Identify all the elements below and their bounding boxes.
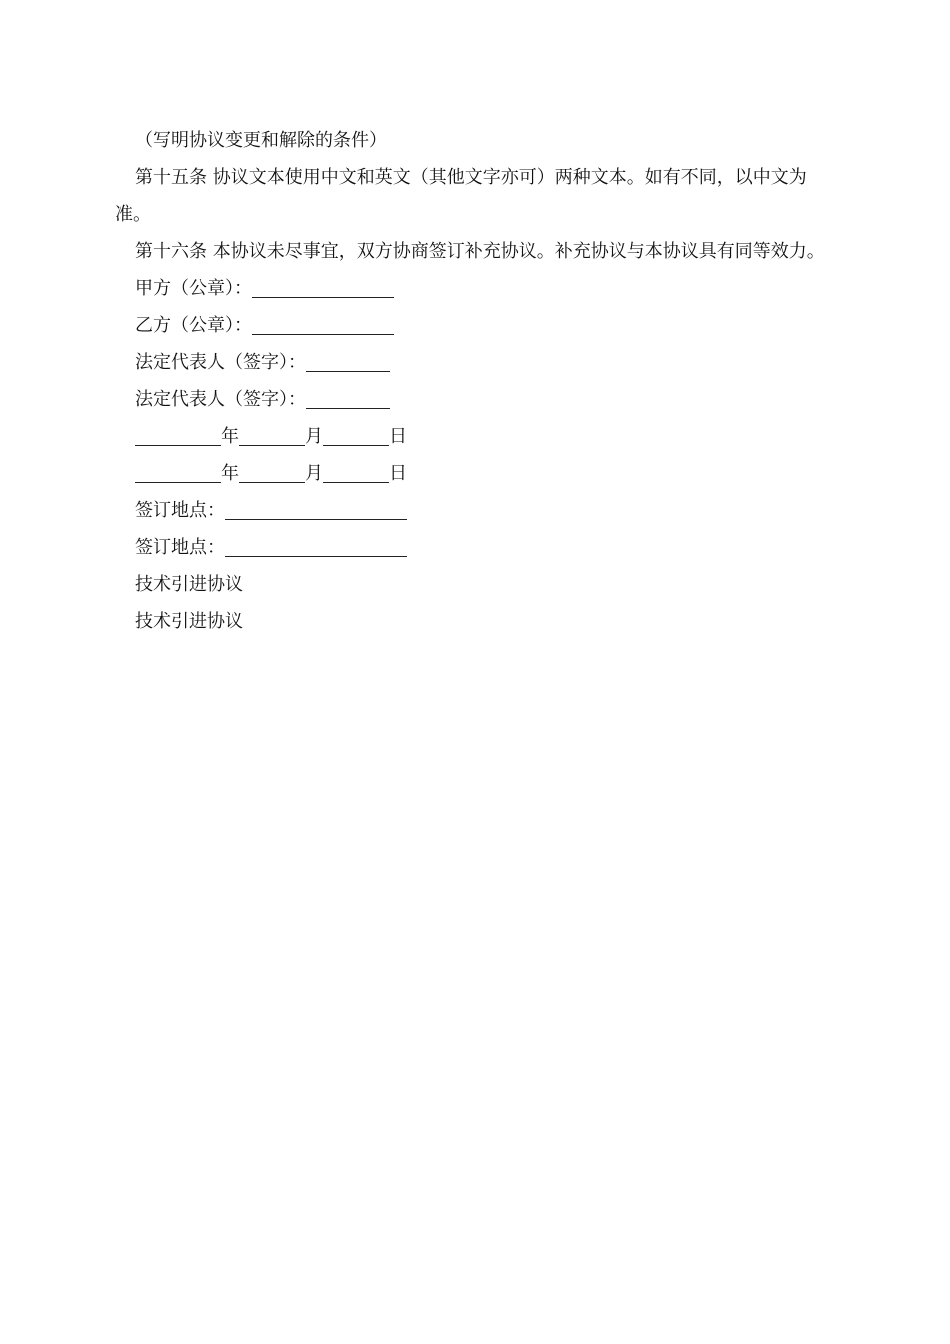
day-label-2: 日 xyxy=(389,463,407,484)
date-line-2 xyxy=(115,455,835,492)
legal-rep-signature-blank-1 xyxy=(306,349,390,372)
party-a-seal-line xyxy=(115,270,835,307)
signing-place-line-1 xyxy=(115,492,835,529)
footer-title-2: 技术引进协议 xyxy=(135,611,243,632)
article-15: 第十五条 协议文本使用中文和英文（其他文字亦可）两种文本。如有不同，以中文为准。 xyxy=(115,167,807,225)
day-blank-2 xyxy=(323,460,389,483)
signing-place-label-1: 签订地点： xyxy=(135,500,225,521)
month-label-2: 月 xyxy=(305,463,323,484)
signing-place-blank-1 xyxy=(225,497,407,520)
signing-place-line-2 xyxy=(115,529,835,566)
party-b-seal-blank xyxy=(252,312,394,335)
year-blank-1 xyxy=(135,423,221,446)
day-label-1: 日 xyxy=(389,426,407,447)
date-line-1 xyxy=(115,418,835,455)
party-a-seal-blank xyxy=(252,275,394,298)
party-a-label: 甲方（公章）： xyxy=(135,278,252,299)
legal-rep-label-1: 法定代表人（签字）： xyxy=(135,352,306,373)
legal-rep-label-2: 法定代表人（签字）： xyxy=(135,389,306,410)
year-label-1: 年 xyxy=(221,426,239,447)
signing-place-blank-2 xyxy=(225,534,407,557)
party-b-label: 乙方（公章）： xyxy=(135,315,252,336)
signing-place-label-2: 签订地点： xyxy=(135,537,225,558)
year-label-2: 年 xyxy=(221,463,239,484)
footer-title-1: 技术引进协议 xyxy=(135,574,243,595)
month-blank-2 xyxy=(239,460,305,483)
document-body xyxy=(115,122,835,640)
conditions-note: （写明协议变更和解除的条件） xyxy=(135,130,387,151)
month-blank-1 xyxy=(239,423,305,446)
month-label-1: 月 xyxy=(305,426,323,447)
legal-rep-line-1 xyxy=(115,344,835,381)
legal-rep-line-2 xyxy=(115,381,835,418)
legal-rep-signature-blank-2 xyxy=(306,386,390,409)
year-blank-2 xyxy=(135,460,221,483)
article-16: 第十六条 本协议未尽事宜，双方协商签订补充协议。补充协议与本协议具有同等效力。 xyxy=(135,241,825,262)
party-b-seal-line xyxy=(115,307,835,344)
day-blank-1 xyxy=(323,423,389,446)
